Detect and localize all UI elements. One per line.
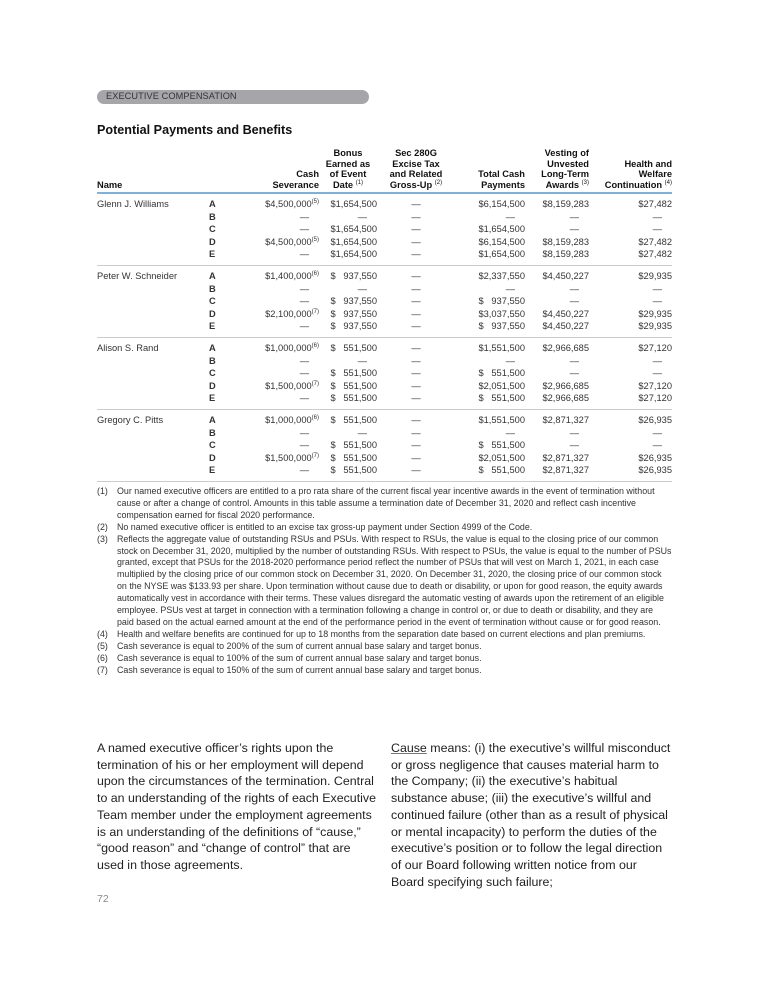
sec-280g-cell: — bbox=[411, 355, 421, 366]
scenario-letter: D bbox=[209, 452, 216, 463]
bonus-cell: $ 551,500 bbox=[330, 414, 377, 425]
cash-severance-cell: — bbox=[299, 211, 309, 222]
vesting-cell: — bbox=[569, 211, 579, 222]
health-welfare-cell: — bbox=[652, 368, 662, 379]
cash-severance-cell: — bbox=[227, 464, 319, 481]
total-cash-cell: — bbox=[505, 283, 515, 294]
executive-name bbox=[97, 248, 209, 265]
executive-name: Gregory C. Pitts bbox=[97, 414, 164, 425]
sec-280g-cell: — bbox=[377, 320, 455, 337]
health-welfare-cell: — bbox=[652, 211, 662, 222]
total-cash-cell: $2,051,500 bbox=[478, 452, 525, 463]
footnote-text: Cash severance is equal to 100% of the sum of current annual base salary and target bonus. bbox=[117, 652, 482, 663]
table-row bbox=[97, 265, 672, 282]
scenario-letter: C bbox=[209, 224, 216, 235]
executive-name bbox=[97, 308, 209, 321]
total-cash-cell: — bbox=[505, 211, 515, 222]
scenario-letter: D bbox=[209, 236, 216, 247]
cash-severance-cell: $1,000,000$^{(6)}$ bbox=[265, 414, 319, 425]
bonus-cell: $ 551,500 bbox=[330, 368, 377, 379]
scenario-letter: A bbox=[209, 414, 216, 425]
scenario-letter: A bbox=[209, 199, 216, 209]
table-row bbox=[97, 308, 672, 321]
executive-name: Peter W. Schneider bbox=[97, 270, 178, 281]
bonus-cell: $ 937,550 bbox=[330, 270, 377, 281]
total-cash-cell: $1,551,500 bbox=[478, 342, 525, 353]
vesting-cell: $2,871,327 bbox=[542, 414, 589, 425]
cash-severance-cell: — bbox=[299, 224, 309, 235]
footnote-key: (2) bbox=[97, 521, 108, 532]
header-vesting: Vesting of Unvested Long-Term Awards $^{(3)}$ bbox=[541, 148, 589, 190]
table-row bbox=[97, 427, 672, 440]
scenario-letter: D bbox=[209, 380, 216, 391]
scenario-letter: E bbox=[209, 248, 227, 265]
total-cash-cell: $6,154,500 bbox=[478, 199, 525, 209]
health-welfare-cell: $27,482 bbox=[589, 248, 672, 265]
header-cash-severance: Cash Severance bbox=[272, 169, 319, 190]
table-row bbox=[97, 355, 672, 368]
bonus-cell: $ 937,550 bbox=[330, 308, 377, 319]
vesting-cell: — bbox=[569, 283, 579, 294]
executive-name bbox=[97, 464, 209, 481]
executive-name bbox=[97, 380, 209, 393]
vesting-cell: $8,159,283 bbox=[525, 248, 589, 265]
total-cash-cell: $1,654,500 bbox=[455, 248, 525, 265]
table-body bbox=[97, 193, 672, 481]
scenario-letter: B bbox=[209, 211, 216, 222]
bonus-cell: $ 551,500 bbox=[330, 440, 377, 451]
table-row bbox=[97, 380, 672, 393]
health-welfare-cell: $27,120 bbox=[589, 392, 672, 409]
bonus-cell: $ 551,500 bbox=[319, 464, 377, 481]
cause-definition: means: (i) the executive’s willful misconduct or gross negligence that causes material harm to the Company; (ii) the executive’s habitual substance abuse; (iii) the executive’s willful and continued failure (other than as a result of physical or mental incapacity) to perform the duties of the executive’s position or to follow the legal direction of our Board following written notice from our Board specifying such failure; bbox=[391, 741, 671, 889]
header-health-welfare: Health and Welfare Continuation $^{(4)}$ bbox=[604, 158, 672, 190]
health-welfare-cell: $27,120 bbox=[638, 342, 672, 353]
potential-payments-table bbox=[97, 148, 672, 482]
table-row bbox=[97, 211, 672, 224]
vesting-cell: $8,159,283 bbox=[542, 199, 589, 209]
cash-severance-cell: — bbox=[227, 392, 319, 409]
scenario-letter: A bbox=[209, 270, 216, 281]
executive-name bbox=[97, 295, 209, 308]
vesting-cell: $2,966,685 bbox=[542, 342, 589, 353]
cash-severance-cell: — bbox=[299, 368, 309, 379]
cash-severance-cell: — bbox=[299, 296, 309, 307]
total-cash-cell: $1,551,500 bbox=[478, 414, 525, 425]
health-welfare-cell: $26,935 bbox=[589, 464, 672, 481]
cash-severance-cell: $1,500,000$^{(7)}$ bbox=[265, 452, 319, 463]
sec-280g-cell: — bbox=[411, 342, 421, 353]
scenario-letter: A bbox=[209, 342, 216, 353]
table-row bbox=[97, 464, 672, 481]
health-welfare-cell: — bbox=[652, 440, 662, 451]
vesting-cell: $2,871,327 bbox=[542, 452, 589, 463]
cash-severance-cell: — bbox=[299, 283, 309, 294]
body-column-right bbox=[391, 740, 672, 890]
scenario-letter: C bbox=[209, 296, 216, 307]
footnote bbox=[97, 665, 672, 677]
executive-name bbox=[97, 439, 209, 452]
footnote bbox=[97, 522, 672, 534]
health-welfare-cell: $27,482 bbox=[638, 199, 672, 209]
total-cash-cell: $ 551,500 bbox=[455, 392, 525, 409]
total-cash-cell: $1,654,500 bbox=[478, 224, 525, 235]
sec-280g-cell: — bbox=[377, 248, 455, 265]
bonus-cell: — bbox=[357, 283, 367, 294]
bonus-cell: $1,654,500 bbox=[330, 224, 377, 235]
total-cash-cell: — bbox=[505, 427, 515, 438]
executive-name bbox=[97, 392, 209, 409]
vesting-cell: — bbox=[569, 427, 579, 438]
cash-severance-cell: $1,000,000$^{(6)}$ bbox=[265, 342, 319, 353]
table-row bbox=[97, 223, 672, 236]
cash-severance-cell: — bbox=[227, 320, 319, 337]
total-cash-cell: $ 551,500 bbox=[455, 464, 525, 481]
footnote-text: Cash severance is equal to 150% of the sum of current annual base salary and target bonus. bbox=[117, 664, 482, 675]
body-column-left: A named executive officer’s rights upon the termination of his or her employment will depend upon the circumstances of the termination. Central to an understanding of the rights of each Executive Team member under the employment agreements is an understanding of the definitions of “cause,” “good reason” and “change of control” that are used in those agreements. bbox=[97, 741, 376, 872]
health-welfare-cell: — bbox=[652, 224, 662, 235]
header-scenario bbox=[209, 148, 227, 193]
footnote-key: (5) bbox=[97, 640, 108, 651]
footnote bbox=[97, 641, 672, 653]
footnotes bbox=[97, 486, 672, 677]
executive-name: Glenn J. Williams bbox=[97, 199, 169, 209]
cash-severance-cell: $4,500,000$^{(5)}$ bbox=[265, 236, 319, 247]
health-welfare-cell: — bbox=[652, 355, 662, 366]
sec-280g-cell: — bbox=[411, 296, 421, 307]
cash-severance-cell: — bbox=[299, 427, 309, 438]
scenario-letter: C bbox=[209, 440, 216, 451]
health-welfare-cell: $29,935 bbox=[589, 320, 672, 337]
cash-severance-cell: $2,100,000$^{(7)}$ bbox=[265, 308, 319, 319]
footnote-key: (7) bbox=[97, 664, 108, 675]
footnote-text: No named executive officer is entitled to an excise tax gross-up payment under Section 4999 of the Code. bbox=[117, 521, 533, 532]
cash-severance-cell: $1,500,000$^{(7)}$ bbox=[265, 380, 319, 391]
table-row bbox=[97, 320, 672, 337]
footnote-key: (6) bbox=[97, 652, 108, 663]
total-cash-cell: $ 937,550 bbox=[455, 320, 525, 337]
cause-term: Cause bbox=[391, 741, 427, 755]
bonus-cell: $ 551,500 bbox=[330, 342, 377, 353]
table-row bbox=[97, 439, 672, 452]
scenario-letter: B bbox=[209, 283, 216, 294]
cash-severance-cell: — bbox=[299, 440, 309, 451]
vesting-cell: — bbox=[569, 355, 579, 366]
bonus-cell: $ 551,500 bbox=[330, 452, 377, 463]
total-cash-cell: $ 551,500 bbox=[478, 368, 525, 379]
cash-severance-cell: $1,400,000$^{(6)}$ bbox=[265, 270, 319, 281]
health-welfare-cell: $29,935 bbox=[638, 308, 672, 319]
scenario-letter: B bbox=[209, 427, 216, 438]
vesting-cell: — bbox=[569, 440, 579, 451]
vesting-cell: $8,159,283 bbox=[542, 236, 589, 247]
total-cash-cell: $2,051,500 bbox=[478, 380, 525, 391]
sec-280g-cell: — bbox=[377, 392, 455, 409]
bonus-cell: $ 551,500 bbox=[319, 392, 377, 409]
sec-280g-cell: — bbox=[411, 440, 421, 451]
executive-name: Alison S. Rand bbox=[97, 342, 159, 353]
executive-name bbox=[97, 452, 209, 465]
bonus-cell: — bbox=[357, 211, 367, 222]
vesting-cell: $2,966,685 bbox=[542, 380, 589, 391]
section-label: EXECUTIVE COMPENSATION bbox=[106, 91, 237, 101]
table-row bbox=[97, 392, 672, 409]
bonus-cell: — bbox=[357, 427, 367, 438]
table-row bbox=[97, 337, 672, 354]
sec-280g-cell: — bbox=[411, 308, 421, 319]
table-row bbox=[97, 367, 672, 380]
sec-280g-cell: — bbox=[377, 464, 455, 481]
scenario-letter: C bbox=[209, 368, 216, 379]
total-cash-cell: $ 551,500 bbox=[478, 440, 525, 451]
vesting-cell: $4,450,227 bbox=[525, 320, 589, 337]
table-header-row bbox=[97, 148, 672, 193]
executive-name bbox=[97, 427, 209, 440]
bonus-cell: $ 937,550 bbox=[330, 296, 377, 307]
table-row bbox=[97, 193, 672, 211]
footnote-key: (4) bbox=[97, 628, 108, 639]
bonus-cell: $1,654,500 bbox=[330, 236, 377, 247]
cash-severance-cell: — bbox=[299, 355, 309, 366]
sec-280g-cell: — bbox=[411, 270, 421, 281]
bonus-cell: $ 937,550 bbox=[319, 320, 377, 337]
health-welfare-cell: — bbox=[652, 296, 662, 307]
header-bonus: Bonus Earned as of Event Date $^{(1)}$ bbox=[325, 148, 371, 190]
vesting-cell: — bbox=[569, 224, 579, 235]
health-welfare-cell: $27,482 bbox=[638, 236, 672, 247]
table-row bbox=[97, 295, 672, 308]
health-welfare-cell: — bbox=[652, 283, 662, 294]
footnote-text: Reflects the aggregate value of outstanding RSUs and PSUs. With respect to RSUs, the value is equal to the closing price of our common stock on December 31, 2020, multiplied by the number of outstanding RSUs. With respect to PSUs, the value is equal to the number of PSUs granted, except that PSUs for the 2018-2020 performance period reflect the number of PSUs that will vest on March 1, 2021, in each case multiplied by the closing price of our common stock on December 31, 2020. On December 31, 2020, the closing price of our common stock on the NYSE was $133.93 per share. Upon termination without cause due to death or disability, or upon for good reason, the equity awards automatically vest in accordance with their terms. These values disregard the automatic vesting of awards upon the retirement of an eligible employee. PSUs vest at target in connection with a termination following a change in control or, or due to death or disability, and they are paid based on the actual earned amount at the end of the performance period in the event of termination without cause or for good reason. bbox=[117, 533, 672, 627]
footnote-key: (3) bbox=[97, 533, 108, 544]
scenario-letter: D bbox=[209, 308, 216, 319]
page-title: Potential Payments and Benefits bbox=[97, 123, 293, 137]
executive-name bbox=[97, 355, 209, 368]
health-welfare-cell: — bbox=[652, 427, 662, 438]
executive-name bbox=[97, 367, 209, 380]
sec-280g-cell: — bbox=[411, 236, 421, 247]
health-welfare-cell: $27,120 bbox=[638, 380, 672, 391]
sec-280g-cell: — bbox=[411, 283, 421, 294]
table-row bbox=[97, 409, 672, 426]
sec-280g-cell: — bbox=[411, 380, 421, 391]
bonus-cell: $1,654,500 bbox=[330, 199, 377, 209]
sec-280g-cell: — bbox=[411, 211, 421, 222]
total-cash-cell: $3,037,550 bbox=[478, 308, 525, 319]
header-name: Name bbox=[97, 179, 123, 190]
executive-name bbox=[97, 211, 209, 224]
cash-severance-cell: — bbox=[227, 248, 319, 265]
total-cash-cell: $6,154,500 bbox=[478, 236, 525, 247]
cash-severance-cell: $4,500,000$^{(5)}$ bbox=[265, 198, 319, 209]
executive-name bbox=[97, 236, 209, 249]
vesting-cell: $4,450,227 bbox=[542, 308, 589, 319]
scenario-letter: B bbox=[209, 355, 216, 366]
footnote-key: (1) bbox=[97, 486, 108, 496]
sec-280g-cell: — bbox=[411, 368, 421, 379]
footnote-text: Health and welfare benefits are continued for up to 18 months from the separation date based on current elections and plan premiums. bbox=[117, 628, 646, 639]
table-row bbox=[97, 236, 672, 249]
sec-280g-cell: — bbox=[411, 414, 421, 425]
total-cash-cell: $2,337,550 bbox=[478, 270, 525, 281]
page-number: 72 bbox=[97, 893, 109, 905]
footnote bbox=[97, 629, 672, 641]
executive-name bbox=[97, 223, 209, 236]
bonus-cell: $ 551,500 bbox=[330, 380, 377, 391]
header-total-cash: Total Cash Payments bbox=[478, 169, 525, 190]
sec-280g-cell: — bbox=[411, 199, 421, 209]
footnote-text: Cash severance is equal to 200% of the sum of current annual base salary and target bonus. bbox=[117, 640, 482, 651]
health-welfare-cell: $29,935 bbox=[638, 270, 672, 281]
vesting-cell: $2,871,327 bbox=[525, 464, 589, 481]
sec-280g-cell: — bbox=[411, 224, 421, 235]
section-banner bbox=[97, 90, 369, 104]
vesting-cell: $2,966,685 bbox=[525, 392, 589, 409]
sec-280g-cell: — bbox=[411, 452, 421, 463]
scenario-letter: E bbox=[209, 320, 227, 337]
executive-name bbox=[97, 283, 209, 296]
bonus-cell: $1,654,500 bbox=[319, 248, 377, 265]
vesting-cell: — bbox=[569, 296, 579, 307]
scenario-letter: E bbox=[209, 392, 227, 409]
footnote-text: Our named executive officers are entitled to a pro rata share of the current fiscal year incentive awards in the event of termination without cause or after a change of control. Amounts in this table assume a termination date of December 31, 2020 and reflect cash incentive compensation earned for fiscal 2020 performance. bbox=[117, 486, 655, 520]
bonus-cell: — bbox=[357, 355, 367, 366]
health-welfare-cell: $26,935 bbox=[638, 452, 672, 463]
table-row bbox=[97, 452, 672, 465]
sec-280g-cell: — bbox=[411, 427, 421, 438]
total-cash-cell: — bbox=[505, 355, 515, 366]
table-row bbox=[97, 248, 672, 265]
footnote bbox=[97, 534, 672, 629]
header-sec-280g: Sec 280G Excise Tax and Related Gross-Up $^{(2)}$ bbox=[389, 148, 443, 190]
footnote bbox=[97, 653, 672, 665]
vesting-cell: $4,450,227 bbox=[542, 270, 589, 281]
health-welfare-cell: $26,935 bbox=[638, 414, 672, 425]
table-row bbox=[97, 283, 672, 296]
footnote bbox=[97, 486, 672, 522]
scenario-letter: E bbox=[209, 464, 227, 481]
total-cash-cell: $ 937,550 bbox=[478, 296, 525, 307]
executive-name bbox=[97, 320, 209, 337]
vesting-cell: — bbox=[569, 368, 579, 379]
